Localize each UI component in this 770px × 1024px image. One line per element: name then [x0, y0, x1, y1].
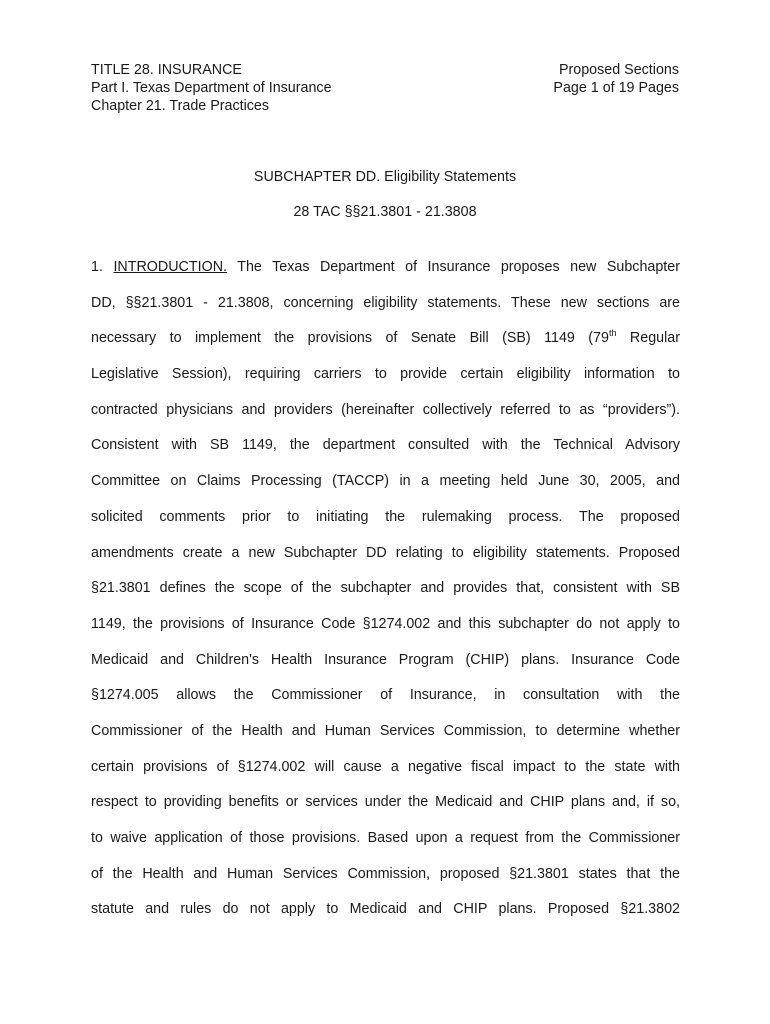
subchapter-title: SUBCHAPTER DD. Eligibility Statements — [253, 169, 517, 185]
body-line: Consistent with SB 1149, the department consulted with the Technical Advisory — [91, 437, 680, 454]
ordinal-superscript: th — [608, 328, 617, 339]
body-line: Commissioner of the Health and Human Services Commission, to determine whether — [91, 722, 680, 739]
header-left — [91, 61, 332, 115]
section-number: 1. — [91, 259, 103, 275]
body-line: 1149, the provisions of Insurance Code §1274.002 and this subchapter do not apply to — [91, 615, 680, 632]
body-line: Legislative Session), requiring carriers to provide certain eligibility information to — [91, 366, 680, 383]
body-line: amendments create a new Subchapter DD relating to eligibility statements. Proposed — [91, 544, 680, 561]
introduction-paragraph — [91, 257, 680, 935]
body-line: Committee on Claims Processing (TACCP) in a meeting held June 30, 2005, and — [91, 473, 680, 490]
header-title: TITLE 28. INSURANCE — [91, 62, 242, 78]
body-line: DD, §§21.3801 - 21.3808, concerning eligibility statements. These new sections are — [91, 294, 680, 311]
body-line-3 — [91, 328, 680, 364]
intro-line-text: The Texas Department of Insurance proposes new Subchapter — [237, 259, 680, 275]
body-line: Medicaid and Children's Health Insurance Program (CHIP) plans. Insurance Code — [91, 651, 680, 668]
body-line: statute and rules do not apply to Medicaid and CHIP plans. Proposed §21.3802 — [91, 901, 680, 918]
tac-citation: 28 TAC §§21.3801 - 21.3808 — [293, 204, 477, 220]
header-part: Part I. Texas Department of Insurance — [91, 80, 332, 96]
body-line: §1274.005 allows the Commissioner of Insurance, in consultation with the — [91, 687, 680, 704]
body-line: respect to providing benefits or services under the Medicaid and CHIP plans and, if so, — [91, 794, 680, 811]
body-line: contracted physicians and providers (hereinafter collectively referred to as “providers”). — [91, 401, 680, 418]
body-line: of the Health and Human Services Commission, proposed §21.3801 states that the — [91, 865, 680, 882]
body-line-1 — [91, 257, 680, 293]
header-right — [553, 61, 679, 97]
introduction-heading: INTRODUCTION. — [113, 259, 228, 275]
body-line: solicited comments prior to initiating the rulemaking process. The proposed — [91, 508, 680, 525]
header-chapter: Chapter 21. Trade Practices — [91, 98, 270, 114]
body-line: certain provisions of §1274.002 will cause a negative fiscal impact to the state with — [91, 758, 680, 775]
senate-bill-text: necessary to implement the provisions of Senate Bill (SB) 1149 (79 — [91, 330, 609, 347]
regular-text: Regular — [629, 330, 680, 347]
header-proposed-sections: Proposed Sections — [558, 62, 679, 78]
body-line: §21.3801 defines the scope of the subchapter and provides that, consistent with SB — [91, 580, 680, 597]
header-page-count: Page 1 of 19 Pages — [553, 80, 679, 96]
body-line: to waive application of those provisions. Based upon a request from the Commissioner — [91, 830, 680, 846]
